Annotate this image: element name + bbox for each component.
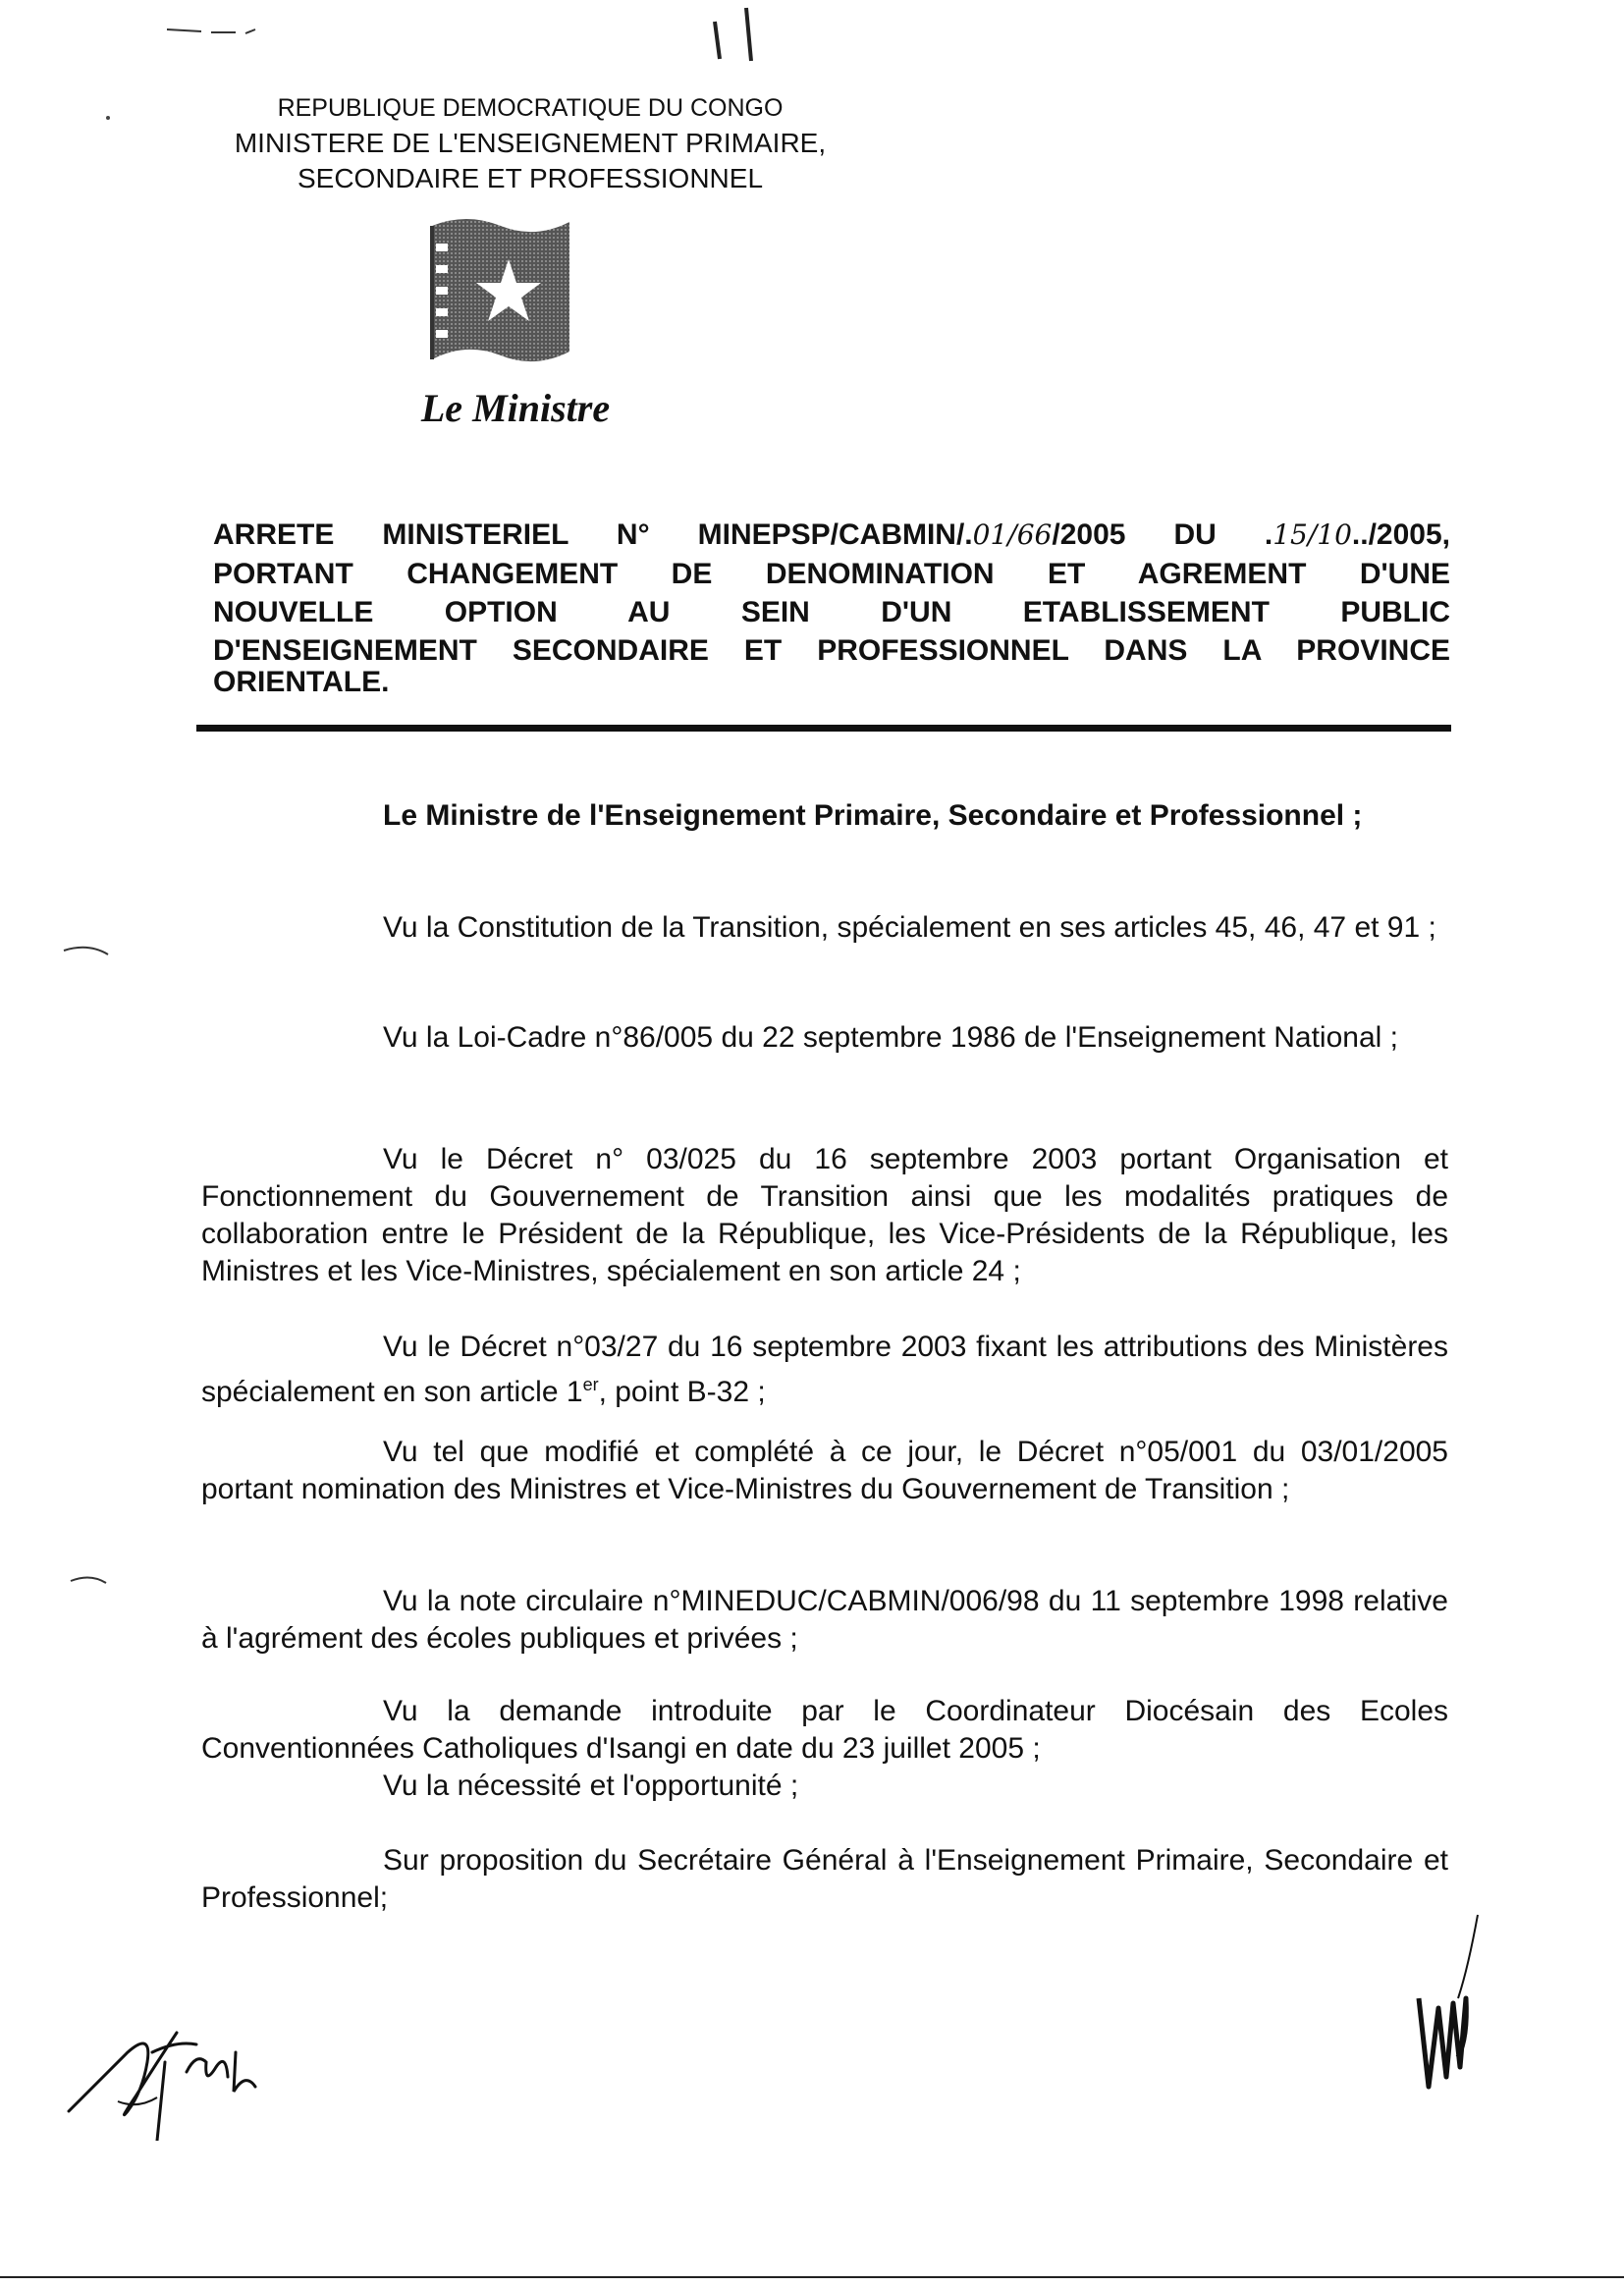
decree-title-line2: PORTANT CHANGEMENT DE DENOMINATION ET AGREMENT D'UNE (213, 558, 1450, 590)
decree-title-line4: D'ENSEIGNEMENT SECONDAIRE ET PROFESSIONNEL DANS LA PROVINCE (213, 634, 1450, 667)
signatory-title: Le Ministre (420, 386, 611, 430)
ministry-name-line1: MINISTERE DE L'ENSEIGNEMENT PRIMAIRE, (234, 128, 827, 158)
decree-number-handwritten: 01/66 (972, 518, 1053, 551)
flag-star-emblem-icon (422, 204, 579, 379)
republic-name: REPUBLIQUE DEMOCRATIQUE DU CONGO (277, 94, 784, 122)
ministry-name-line2: SECONDAIRE ET PROFESSIONNEL (297, 163, 764, 193)
paragraph-constitution: Vu la Constitution de la Transition, spécialement en ses articles 45, 46, 47 et 91 ; (383, 911, 1436, 944)
paragraph-note-circulaire: Vu la note circulaire n°MINEDUC/CABMIN/006/98 du 11 septembre 1998 relative à l'agrément des écoles publiques et privées ; (201, 1585, 1448, 1655)
paragraph-decret-03-025: Vu le Décret n° 03/025 du 16 septembre 2003 portant Organisation et Fonctionnement du Gouvernement de Transition ainsi que les modalités pratiques de collaboration entre le Président de la République, les Vice-Présidents de la République, les Ministres et les Vice-Ministres, spécialement en son article 24 ; (201, 1143, 1448, 1287)
intro-paragraph: Le Ministre de l'Enseignement Primaire, Secondaire et Professionnel ; (383, 799, 1363, 832)
decree-title-line3: NOUVELLE OPTION AU SEIN D'UN ETABLISSEMENT PUBLIC (213, 596, 1450, 628)
paragraph-decret-05-001: Vu tel que modifié et complété à ce jour, le Décret n°05/001 du 03/01/2005 portant nomination des Ministres et Vice-Ministres du Gouvernement de Transition ; (201, 1436, 1448, 1505)
handwritten-initials-icon (1399, 1910, 1497, 2106)
paragraph-loi-cadre: Vu la Loi-Cadre n°86/005 du 22 septembre 1986 de l'Enseignement National ; (383, 1021, 1398, 1054)
page-bottom-edge (0, 2276, 1624, 2278)
decree-title-line5: ORIENTALE. (213, 666, 390, 698)
paragraph-decret-03-27: Vu le Décret n°03/27 du 16 septembre 2003 fixant les attributions des Ministères spécialement en son article 1er, point B-32 ; (201, 1331, 1448, 1408)
paragraph-demande: Vu la demande introduite par le Coordinateur Diocésain des Ecoles Conventionnées Catholiques d'Isangi en date du 23 juillet 2005 ; (201, 1695, 1448, 1765)
paragraph-proposition: Sur proposition du Secrétaire Général à l'Enseignement Primaire, Secondaire et Professionnel; (201, 1844, 1448, 1914)
decree-title-line1: ARRETE MINISTERIEL N° MINEPSP/CABMIN/.01/66/2005 DU .15/10../2005, (213, 518, 1450, 551)
handwritten-signature-icon (59, 1993, 285, 2141)
paragraph-necessite: Vu la nécessité et l'opportunité ; (383, 1770, 799, 1802)
title-divider (196, 725, 1451, 732)
decree-date-handwritten: 15/10 (1272, 518, 1352, 551)
